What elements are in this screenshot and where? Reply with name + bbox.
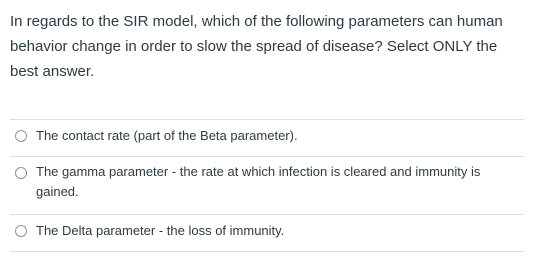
answer-option-delta[interactable] (10, 214, 524, 252)
radio-button[interactable] (15, 130, 27, 142)
answer-label: The Delta parameter - the loss of immunity. (36, 223, 285, 238)
radio-button[interactable] (15, 167, 27, 179)
answer-option-contact-rate[interactable] (10, 119, 524, 156)
radio-button[interactable] (15, 225, 27, 237)
answer-option-gamma[interactable] (10, 156, 524, 214)
answer-label: The contact rate (part of the Beta parameter). (36, 128, 298, 143)
question-text: In regards to the SIR model, which of the following parameters can human behavior change in order to slow the spread of disease? Select ONLY the best answer. (10, 13, 503, 80)
answer-list (10, 119, 524, 252)
answer-label: The gamma parameter - the rate at which infection is cleared and immunity is gained. (36, 164, 481, 199)
